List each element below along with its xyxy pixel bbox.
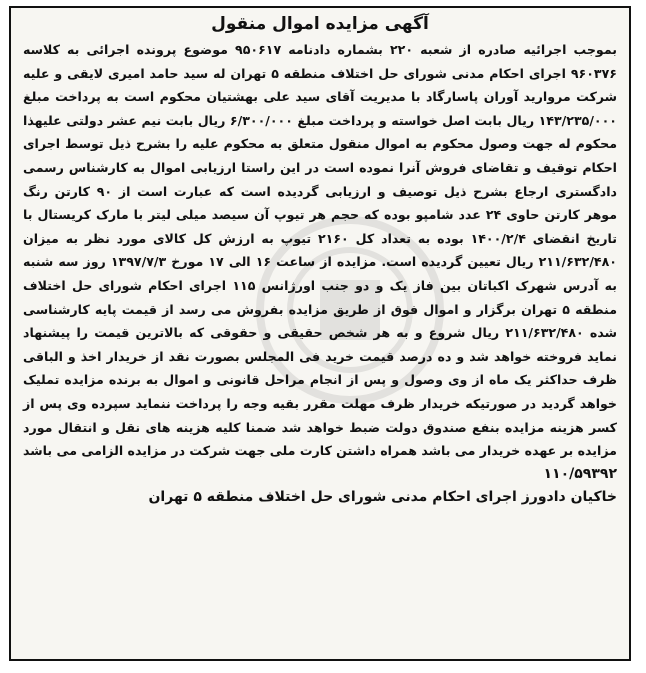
notice-content [11, 8, 629, 509]
notice-title: آگهی مزایده اموال منقول [211, 14, 429, 34]
notice-body: بموجب اجرائیه صادره از شعبه ۲۲۰ بشماره دادنامه ۹۵۰۶۱۷ موضوع پرونده اجرائی به کلاسه ۹۶۰۳۷۶ اجرای احکام مدنی شورای حل اختلاف منطقه ۵ تهران له سید حامد امیری لایقی و علیه شرکت مروارید آوران پاسارگاد با مدیریت آقای سید علی بهشتیان محکوم است به پرداخت مبلغ ۱۴۳/۲۳۵/۰۰۰ ریال بابت اصل خواسته و پرداخت مبلغ ۶/۳۰۰/۰۰۰ ریال بابت نیم عشر دولتی علیهذا محکوم له جهت وصول محکوم به اموال منقول متعلق به محکوم علیه را بشرح ذیل توسط اجرای احکام توقیف و تقاضای فروش آنرا نموده است در این راستا ارزیابی اموال به کارشناس رسمی دادگستری ارجاع بشرح ذیل توصیف و ارزیابی گردیده است که عبارت است از ۹۰ کارتن رنگ موهر کارتن حاوی ۲۴ عدد شامپو بوده که حجم هر تیوپ آن سیصد میلی لیتر با مارک کریستال با تاریخ انقضای ۱۴۰۰/۲/۴ بوده به تعداد کل ۲۱۶۰ تیوپ به ارزش کل کالای مورد نظر به میزان ۲۱۱/۶۳۲/۴۸۰ ریال تعیین گردیده است. مزایده از ساعت ۱۶ الی ۱۷ مورخ ۱۳۹۷/۷/۳ روز سه شنبه به آدرس شهرک اکباتان بین فاز یک و دو جنب اورژانس ۱۱۵ اجرای احکام شورای حل اختلاف منطقه ۵ تهران برگزار و اموال فوق از طریق مزایده بفروش می رسد از قیمت پایه کارشناسی شده ۲۱۱/۶۳۲/۴۸۰ ریال شروع و به هر شخص حقیقی و حقوقی که بالاترین قیمت را پیشنهاد نماید فروخته خواهد شد و ده درصد قیمت خرید فی المجلس بصورت نقد از خریدار اخذ و الباقی ظرف حداکثر یک ماه از وی وصول و پس از انجام مراحل قانونی و اموال به برنده مزایده تملیک خواهد گردید در صورتیکه خریدار ظرف مهلت مقرر بقیه وجه را پرداخت ننماید سپرده وی پس از کسر هزینه مزایده بنفع صندوق دولت ضبط خواهد شد ضمنا کلیه هزینه های نقل و انتقال مورد مزایده بر عهده خریدار می باشد همراه داشتن کارت ملی جهت شرکت در مزایده الزامی می باشد [23, 42, 618, 459]
notice-frame [9, 6, 631, 661]
reference-number: ۱۱۰/۵۹۳۹۲ [543, 465, 617, 482]
signature-line: خاکیان دادورز اجرای احکام مدنی شورای حل اختلاف منطقه ۵ تهران [148, 488, 617, 505]
